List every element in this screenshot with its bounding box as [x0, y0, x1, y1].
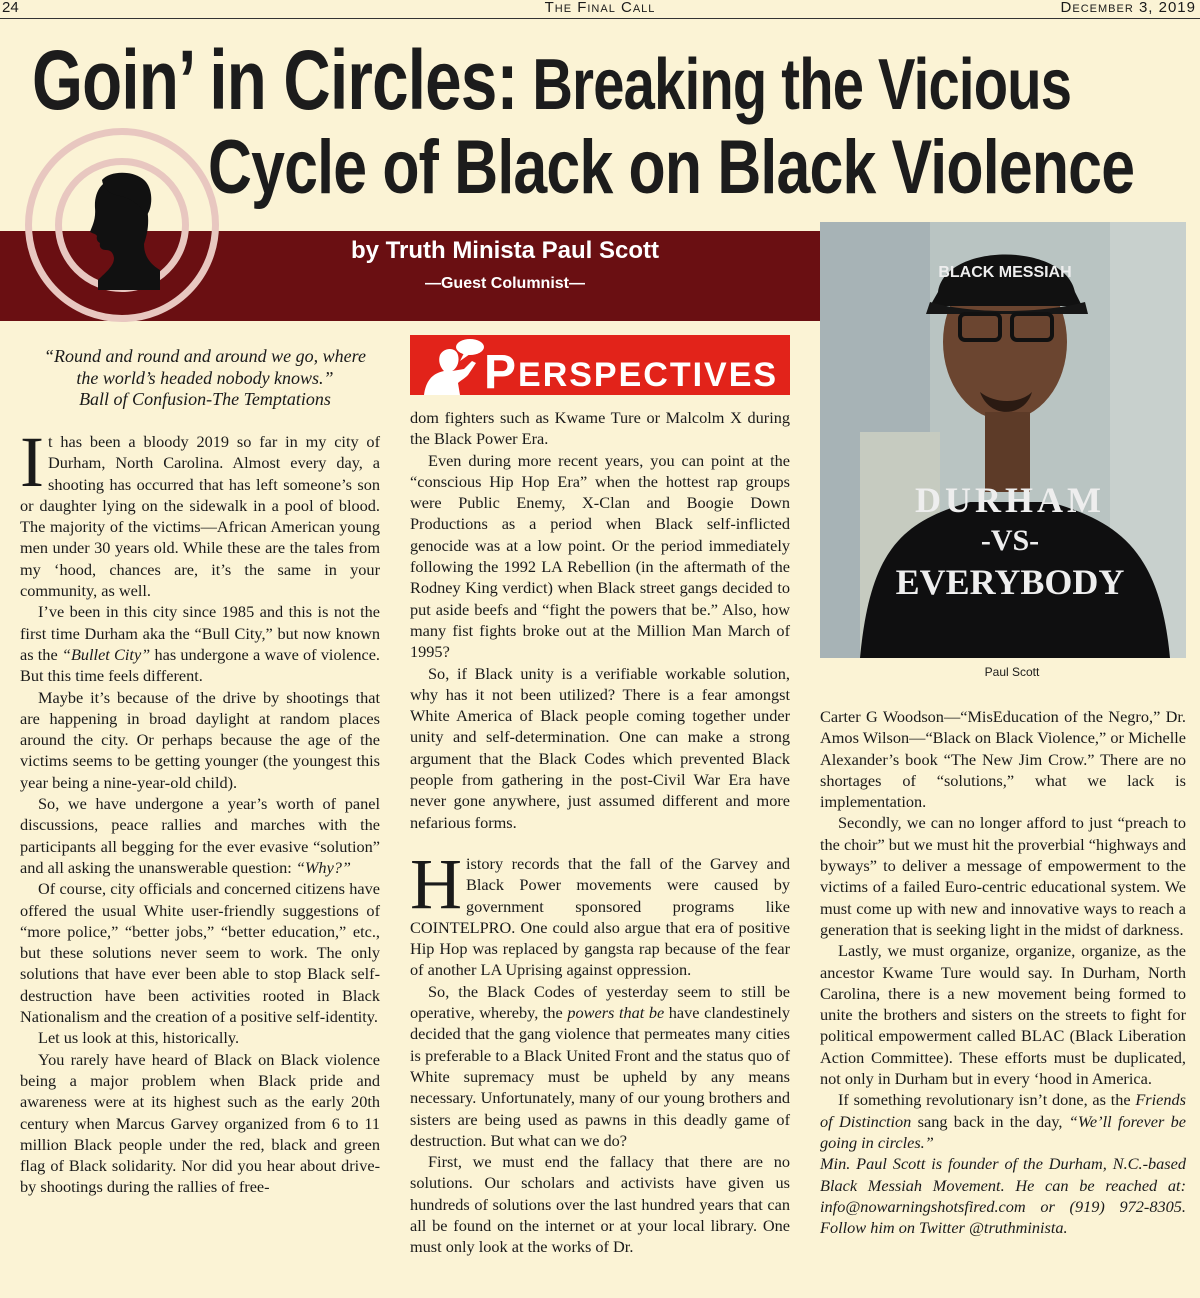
shirt-line-1: DURHAM	[915, 480, 1105, 520]
page-number: 24	[2, 0, 19, 16]
paragraph	[410, 843, 790, 981]
drop-cap: H	[410, 843, 462, 924]
emphasis: “Bullet City”	[61, 644, 151, 664]
author-bio	[820, 1153, 1186, 1238]
perspectives-wordmark	[484, 345, 778, 400]
epigraph	[20, 346, 390, 411]
paragraph: Let us look at this, historically.	[38, 1028, 240, 1048]
paragraph: Carter G Woodson—“MisEducation of the Negro,” Dr. Amos Wilson—“Black on Black Violence,” or Michelle Alexander’s book “The New Jim Crow.” There are no shortages of “solutions,” what we lack is implementation.	[820, 707, 1186, 812]
article-column-1	[20, 422, 380, 1198]
paragraph: Maybe it’s because of the drive by shootings that are happening in broad daylight at random places around the city. Or perhaps because the age of the victims seems to be getting younger (the youngest this year being a nine-year-old child).	[20, 687, 380, 792]
running-header	[0, 0, 1200, 19]
hat-text: BLACK MESSIAH	[938, 264, 1072, 281]
epigraph-attribution: Ball of Confusion-The Temptations	[79, 389, 331, 410]
paragraph-text: t has been a bloody 2019 so far in my city of Durham, North Carolina. Almost every day, a shooting has occurred that has left someone’s son or daughter lying on the sidewalk in a pool of blood. The majority of the victims—African American young men under 30 years old. While these are the tales from my ‘hood, chances are, it’s the same in your community, as well.	[20, 432, 380, 601]
shirt-line-3: EVERYBODY	[895, 562, 1125, 602]
paragraph-text: istory records that the fall of the Garvey and Black Power movements were caused by government sponsored programs like COINTELPRO. One could also argue that era of positive Hip Hop was replaced by gangsta rap because of the fear of another LA Uprising against oppression.	[410, 853, 790, 980]
paragraph: You rarely have heard of Black on Black violence being a major problem when Black pride and awareness were at its highest such as the early 20th century when Marcus Garvey organized from 6 to 11 million Black people under the red, black and green flag of Black solidarity. Nor did you hear about drive-by shootings during the rallies of free-	[20, 1049, 380, 1197]
paragraph-text: sang back in the day,	[911, 1111, 1069, 1131]
publication-name: The Final Call	[544, 0, 656, 16]
paragraph-text: So, the Black Codes of yesterday seem to still be operative, whereby, the	[410, 981, 790, 1023]
head-silhouette-icon	[80, 170, 160, 290]
author-photo-illustration	[820, 222, 1186, 658]
shirt-line-2: -VS-	[980, 524, 1040, 557]
author-bio-text: Min. Paul Scott is founder of the Durham, N.C.-based Black Messiah Movement. He can be reached at: info@nowarningshotsfired.com or (919) 972-8305. Follow him on Twitter @truthminista.	[820, 1154, 1186, 1238]
paragraph	[20, 422, 380, 601]
headline-subtitle-a: Breaking the Vicious	[517, 45, 1072, 125]
paragraph: So, if Black unity is a verifiable workable solution, why has it not been utilized? There is a fear amongst White America of Black people coming together under unity and self-determination. One can make a strong argument that the Black Codes which prevented Black people from gathering in the post-Civil War Era have never gone anywhere, just assumed different and more nefarious forms.	[410, 663, 790, 832]
paragraph-text: has undergone a wave of violence. But this time feels different.	[20, 644, 380, 686]
epigraph-line-1: “Round and round and around we go, where	[44, 346, 366, 366]
paragraph	[20, 601, 380, 686]
paragraph: Of course, city officials and concerned citizens have offered the usual White user-friendly suggestions of “more police,” “better jobs,” “better education,” etc., but these solutions never seem to work. The only solutions that have ever been able to stop Black self-destruction have been activities rooted in Black Nationalism and the creation of a positive self-identity.	[20, 879, 380, 1027]
speaker-silhouette-icon	[414, 335, 494, 395]
paragraph	[410, 981, 790, 1151]
paragraph	[820, 1089, 1186, 1153]
photo-caption: Paul Scott	[984, 665, 1040, 679]
headline-title: Goin’ in Circles:	[32, 33, 518, 127]
paragraph-text: So, we have undergone a year’s worth of panel discussions, peace rallies and marches with the participants all begging for the ever evasive “solution” and all asking the unanswerable question:	[20, 794, 380, 877]
paragraph: First, we must end the fallacy that there are no solutions. Our scholars and activists have given us hundreds of solutions over the last hundred years that can all be found on the internet or at your local library. One must only look at the works of Dr.	[410, 1152, 790, 1257]
emphasis: “Why?”	[295, 857, 351, 877]
emphasis: “We’ll forever be going in circles.”	[820, 1111, 1186, 1152]
article-column-3	[820, 706, 1186, 1238]
paragraph-text: have clandestinely decided that the gang violence that permeates many cities is preferable to a Black United Front and the status quo of White supremacy must be upheld by any means necessary. Unfortunately, many of our young brothers and sisters are being used as pawns in this deadly game of destruction. But what can we do?	[410, 1003, 791, 1150]
drop-cap: I	[20, 422, 44, 502]
paragraph: Secondly, we can no longer afford to just “preach to the choir” but we must hit the proverbial “highways and byways” to deliver a message of empowerment to the victims of a failed Euro-centric educational system. We must come up with new and innovative ways to reach a generation that is seeking light in the midst of darkness.	[820, 813, 1186, 939]
author-role: —Guest Columnist—	[424, 275, 585, 292]
epigraph-line-2: the world’s headed nobody knows.”	[76, 367, 334, 388]
headline-line-2: Cycle of Black on Black Violence	[208, 125, 1135, 210]
paragraph-text: I’ve been in this city since 1985 and this is not the first time Durham aka the “Bull City,” but now known as the	[20, 602, 380, 664]
perspectives-initial: P	[484, 346, 519, 399]
emphasis: Friends of Distinction	[820, 1090, 1186, 1131]
issue-date: December 3, 2019	[1060, 0, 1196, 16]
headline-line-1	[32, 32, 1071, 129]
emphasis: powers that be	[567, 1003, 665, 1023]
article-column-2	[410, 407, 790, 1258]
paragraph: Even during more recent years, you can point at the “conscious Hip Hop Era” when the hottest rap groups were Public Enemy, X-Clan and Boogie Down Productions as a period when Black self-inflicted genocide was at a low point. Or the period immediately following the 1992 LA Rebellion (in the aftermath of the Rodney King verdict) when Black street gangs decided to put aside beefs and “fight the powers that be.” Also, how many fist fights broke out at the Million Man March of 1995?	[410, 450, 790, 662]
paragraph: Lastly, we must organize, organize, organize, as the ancestor Kwame Ture would say. In Durham, North Carolina, there is a new movement being formed to unite the brothers and sisters on the streets to fight for political empowerment called BLAC (Black Liberation Action Committee). These efforts must be duplicated, not only in Durham but in every ‘hood in America.	[820, 941, 1186, 1089]
paragraph: dom fighters such as Kwame Ture or Malcolm X during the Black Power Era.	[410, 408, 790, 449]
author-byline: by Truth Minista Paul Scott	[350, 237, 660, 264]
paragraph	[20, 793, 380, 878]
paragraph-text: If something revolutionary isn’t done, as the	[838, 1090, 1136, 1110]
perspectives-rest: ERSPECTIVES	[518, 356, 779, 394]
author-photo	[820, 222, 1186, 658]
